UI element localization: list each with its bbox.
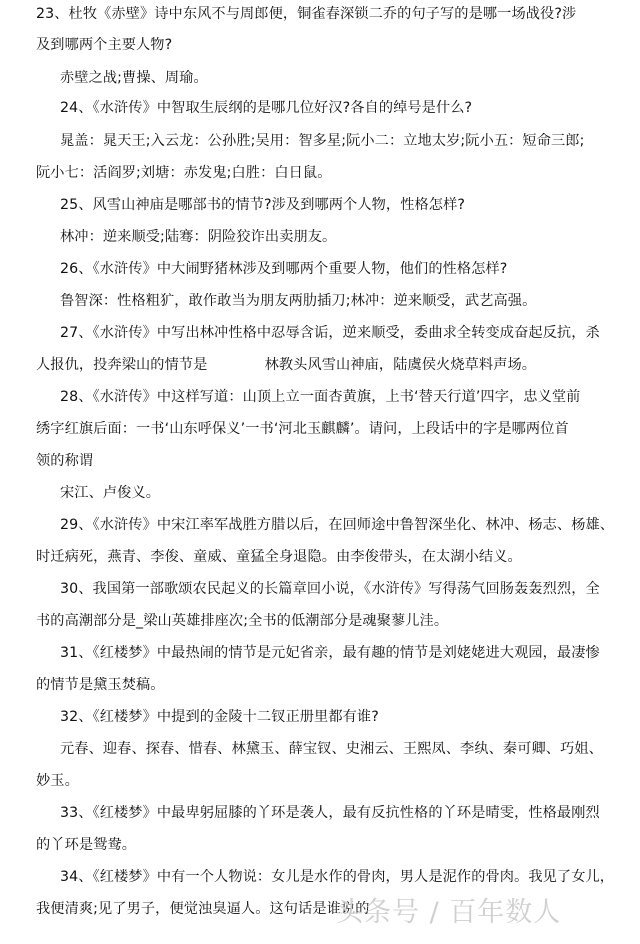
question-29-line-1: 29、《水浒传》中宋江率军战胜方腊以后，在回师途中鲁智深坐化、林冲、杨志、杨雄、 bbox=[60, 517, 615, 533]
question-32: 32、《红楼梦》中提到的金陵十二钗正册里都有谁? bbox=[60, 709, 379, 725]
question-31-line-2: 的情节是黛玉焚稿。 bbox=[36, 677, 165, 693]
question-29-line-2: 时迁病死，燕青、李俊、童威、童猛全身退隐。由李俊带头，在太湖小结义。 bbox=[36, 549, 522, 565]
watermark: 头条号 / 百年数人 bbox=[336, 897, 562, 928]
question-30-line-2: 书的高潮部分是_梁山英雄排座次;全书的低潮部分是魂聚蓼儿洼。 bbox=[36, 613, 449, 629]
answer-28: 宋江、卢俊义。 bbox=[60, 485, 161, 501]
question-27-line-2: 人报仇，投奔梁山的情节是 林教头风雪山神庙，陆虞侯火烧草料声场。 bbox=[36, 357, 537, 373]
question-23-line-1: 23、杜牧《赤壁》诗中东风不与周郎便，铜雀春深锁二乔的句子写的是哪一场战役?涉 bbox=[36, 6, 577, 22]
question-30-line-1: 30、我国第一部歌颂农民起义的长篇章回小说，《水浒传》写得荡气回肠轰轰烈烈，全 bbox=[60, 581, 600, 597]
answer-25: 林冲：逆来顺受;陆骞：阴险狡诈出卖朋友。 bbox=[60, 229, 337, 245]
answer-32-line-1: 元春、迎春、探春、惜春、林黛玉、薛宝钗、史湘云、王熙凤、李纨、秦可卿、巧姐、 bbox=[60, 741, 603, 757]
question-28-line-3: 领的称谓 bbox=[36, 453, 94, 469]
question-23-line-2: 及到哪两个主要人物? bbox=[36, 37, 173, 53]
question-28-line-2: 绣字红旗后面：一书‘山东呼保义’一书‘河北玉麒麟’。请问，上段话中的字是哪两位首 bbox=[36, 421, 569, 437]
question-27-line-1: 27、《水浒传》中写出林冲性格中忍辱含诟，逆来顺受，委曲求全转变成奋起反抗，杀 bbox=[60, 325, 600, 341]
answer-24-line-2: 阮小七：活阎罗;刘塘：赤发鬼;白胜：白日鼠。 bbox=[36, 165, 332, 181]
answer-23: 赤壁之战;曹操、周瑜。 bbox=[60, 70, 208, 86]
question-24: 24、《水浒传》中智取生辰纲的是哪几位好汉?各自的绰号是什么? bbox=[60, 100, 473, 116]
question-28-line-1: 28、《水浒传》中这样写道：山顶上立一面杏黄旗，上书‘替天行道’四字，忠义堂前 bbox=[60, 389, 581, 405]
question-34-line-2: 我便清爽;见了男子，便觉浊臭逼人。这句话是谁说的 bbox=[36, 901, 370, 917]
answer-24-line-1: 晁盖：晁天王;入云龙：公孙胜;吴用：智多星;阮小二：立地太岁;阮小五：短命三郎; bbox=[60, 133, 585, 149]
question-33-line-1: 33、《红楼梦》中最卑躬屈膝的丫环是袭人，最有反抗性格的丫环是晴雯，性格最刚烈 bbox=[60, 805, 600, 821]
question-25: 25、风雪山神庙是哪部书的情节?涉及到哪两个人物，性格怎样? bbox=[60, 197, 465, 213]
answer-32-line-2: 妙玉。 bbox=[36, 773, 79, 789]
question-26: 26、《水浒传》中大闹野猪林涉及到哪两个重要人物，他们的性格怎样? bbox=[60, 261, 508, 277]
question-33-line-2: 的丫环是鸳鸯。 bbox=[36, 837, 137, 853]
answer-26: 鲁智深：性格粗犷，敢作敢当为朋友两肋插刀;林冲：逆来顺受，武艺高强。 bbox=[60, 293, 537, 309]
question-31-line-1: 31、《红楼梦》中最热闹的情节是元妃省亲，最有趣的情节是刘姥姥进大观园，最凄惨 bbox=[60, 645, 600, 661]
question-34-line-1: 34、《红楼梦》中有一个人物说：女儿是水作的骨肉，男人是泥作的骨肉。我见了女儿， bbox=[60, 869, 615, 885]
